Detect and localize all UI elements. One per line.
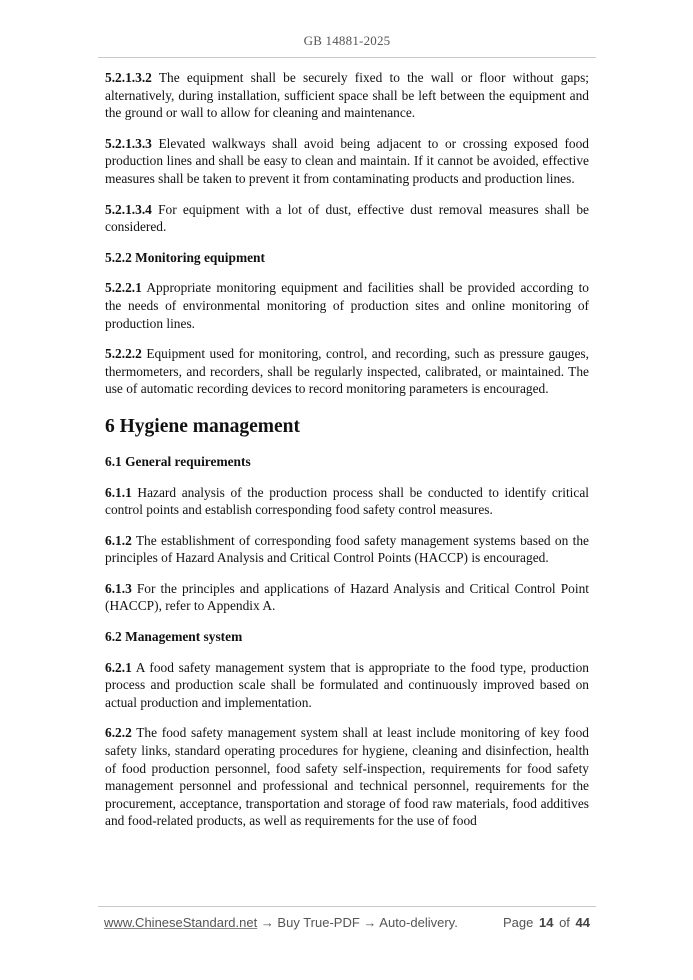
clause-paragraph <box>105 345 589 398</box>
document-body <box>105 69 589 843</box>
clause-paragraph <box>105 201 589 236</box>
clause-paragraph <box>105 532 589 567</box>
clause-number: 5.2.1.3.2 <box>105 70 152 85</box>
page-label: Page <box>502 915 534 930</box>
clause-text: Hazard analysis of the production process shall be conducted to identify critical control points and establish corresponding food safety control measures. <box>105 484 590 518</box>
clause-text: For equipment with a lot of dust, effective dust removal measures shall be considered. <box>105 201 589 235</box>
clause-text: Equipment used for monitoring, control, and recording, such as pressure gauges, thermometers, and recorders, shall be regularly inspected, calibrated, or maintained. The use of automatic recording devices to record monitoring parameters is encouraged. <box>105 346 589 397</box>
page-header-doc-id: GB 14881-2025 <box>303 33 391 48</box>
clause-paragraph <box>105 279 589 332</box>
clause-text: Appropriate monitoring equipment and facilities shall be provided according to the needs of environmental monitoring of production sites and online monitoring of production lines. <box>105 280 589 331</box>
clause-number: 6.1.2 <box>105 532 132 548</box>
clause-number: 5.2.1.3.3 <box>105 135 152 151</box>
clause-text: The equipment shall be securely fixed to the wall or floor without gaps; alternatively, during installation, sufficient space shall be left between the equipment and the ground or wall to allow for cleaning and maintenance. <box>105 70 590 121</box>
header-divider <box>98 57 596 58</box>
clause-number: 5.2.2.2 <box>105 346 142 362</box>
subsection-heading: 6.1 General requirements <box>105 453 251 469</box>
clause-paragraph <box>105 724 589 830</box>
subsection-heading: 6.2 Management system <box>105 629 243 645</box>
footer-divider <box>98 906 596 907</box>
page-footer <box>104 915 590 930</box>
clause-text: Elevated walkways shall avoid being adjacent to or crossing exposed food production lines and shall be easy to clean and maintain. If it cannot be avoided, effective measures shall be taken to prevent it from contaminating products and production lines. <box>105 135 589 186</box>
clause-text: The food safety management system shall at least include monitoring of key food safety links, standard operating procedures for hygiene, cleaning and disinfection, health of food production personnel, food safety self-inspection, requirements for food safety management personnel and professional and technical personnel, requirements for the procurement, acceptance, transportation and storage of food raw materials, food additives and food-related products, as well as requirements for the use of food <box>105 725 590 829</box>
clause-paragraph <box>105 135 589 188</box>
clause-number: 5.2.1.3.4 <box>105 201 152 217</box>
section-heading: 6 Hygiene management <box>105 415 300 437</box>
subsection-heading: 5.2.2 Monitoring equipment <box>105 249 265 265</box>
page-current: 14 <box>538 915 554 930</box>
clause-text: The establishment of corresponding food safety management systems based on the principles of Hazard Analysis and Critical Control Points (HACCP) is encouraged. <box>105 532 589 566</box>
clause-number: 6.2.1 <box>105 659 132 675</box>
clause-paragraph <box>105 484 589 519</box>
clause-number: 6.2.2 <box>105 725 132 741</box>
clause-number: 5.2.2.1 <box>105 280 142 296</box>
clause-number: 6.1.3 <box>105 580 132 596</box>
page-total: 44 <box>575 915 590 930</box>
clause-paragraph <box>105 69 589 122</box>
footer-promo <box>104 915 458 930</box>
page-indicator <box>501 915 590 930</box>
clause-text: A food safety management system that is appropriate to the food type, production process and production scale shall be formulated and continuously improved based on actual production and implementation. <box>105 659 589 710</box>
website-link[interactable]: www.ChineseStandard.net <box>104 915 258 930</box>
of-label: of <box>559 915 570 930</box>
clause-paragraph <box>105 580 589 615</box>
footer-promo-text: → Buy True-PDF → Auto-delivery. <box>257 915 458 930</box>
clause-number: 6.1.1 <box>105 484 132 500</box>
clause-text: For the principles and applications of Hazard Analysis and Critical Control Point (HACCP), refer to Appendix A. <box>105 580 589 614</box>
clause-paragraph <box>105 659 589 712</box>
